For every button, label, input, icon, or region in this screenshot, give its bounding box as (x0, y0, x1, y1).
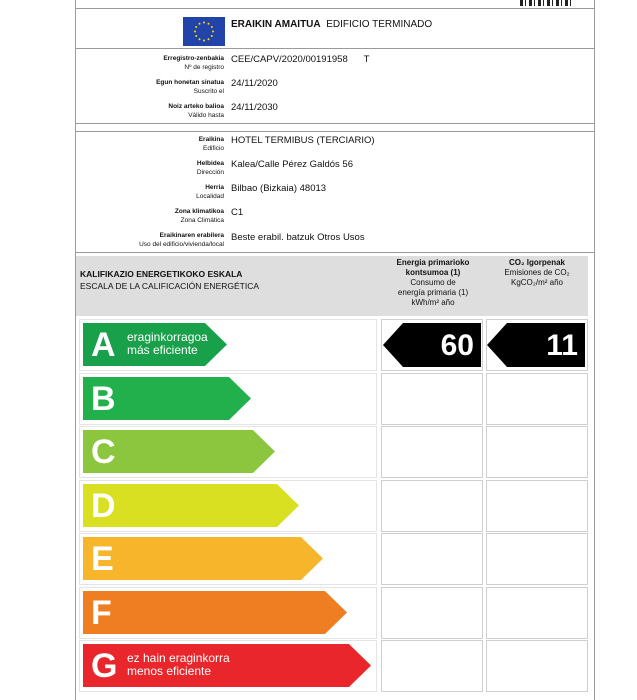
divider (75, 48, 595, 49)
field-label: Eraikinaren erabilera Uso del edificio/vivienda/local (139, 232, 224, 248)
energy-cell (381, 587, 483, 639)
co2-value-badge: 11 (487, 323, 588, 367)
rating-caption: ez hain eraginkorra menos eficiente (127, 651, 230, 678)
energy-cell (381, 480, 483, 532)
document-title: ERAIKIN AMAITUA EDIFICIO TERMINADO (231, 19, 433, 30)
rating-arrow-f (83, 591, 349, 634)
field-label: Egun honetan sinatua Suscrito el (156, 79, 224, 95)
divider (75, 131, 595, 132)
energy-cell (381, 373, 483, 425)
co2-cell (486, 373, 588, 425)
frame-right-line (594, 0, 595, 700)
rating-arrow-b (83, 377, 253, 420)
rating-letter: G (91, 647, 118, 685)
rating-letter: E (91, 540, 114, 578)
energy-cell (381, 640, 483, 692)
divider (75, 252, 595, 253)
co2-cell (486, 587, 588, 639)
scale-title-es: ESCALA DE LA CALIFICACIÓN ENERGÉTICA (80, 281, 260, 291)
energy-cell (381, 426, 483, 478)
rating-letter: F (91, 594, 112, 632)
frame-left-line (75, 0, 76, 700)
building-name: HOTEL TERMIBUS (TERCIARIO) (231, 135, 375, 146)
rating-arrow-c (83, 430, 277, 473)
valid-until-date: 24/11/2030 (231, 102, 278, 113)
field-label: Eraikina Edificio (198, 136, 224, 152)
building-address: Kalea/Calle Pérez Galdós 56 (231, 159, 353, 170)
co2-column-header: CO₂ Igorpenak Emisiones de CO₂ KgCO₂/m² año (504, 258, 570, 287)
rating-letter: B (91, 380, 116, 418)
signed-date: 24/11/2020 (231, 78, 278, 89)
divider (75, 8, 595, 9)
scale-title-eu: KALIFIKAZIO ENERGETIKOKO ESKALA (80, 269, 243, 279)
rating-caption: eraginkorragoa más eficiente (127, 330, 208, 357)
rating-letter: D (91, 487, 116, 525)
rating-letter: A (91, 326, 116, 364)
rating-arrow-e (83, 537, 325, 580)
building-locality: Bilbao (Bizkaia) 48013 (231, 183, 327, 194)
field-label: Noiz arteko balioa Válido hasta (168, 103, 224, 119)
rating-arrow-a (83, 323, 229, 366)
co2-cell (486, 640, 588, 692)
rating-arrow-d (83, 484, 301, 527)
barcode-icon (520, 0, 572, 6)
energy-value-badge: 60 (383, 323, 484, 367)
energy-cell (381, 533, 483, 585)
climate-zone: C1 (231, 207, 244, 218)
eu-flag-icon (183, 17, 225, 46)
energy-column-header: Energia primarioko kontsumoa (1) Consumo de energía primaria (1) kWh/m² año (396, 258, 470, 307)
co2-cell (486, 426, 588, 478)
rating-letter: C (91, 433, 116, 471)
field-label: Helbidea Dirección (196, 160, 224, 176)
divider (75, 123, 595, 124)
field-label: Zona klimatikoa Zona Climática (174, 208, 224, 224)
rating-arrow-g (83, 644, 373, 687)
registration-number: CEE/CAPV/2020/00191958 T (231, 54, 370, 65)
field-label: Herria Localidad (196, 184, 224, 200)
field-label: Erregistro-zenbakia Nº de registro (163, 55, 224, 71)
co2-cell (486, 480, 588, 532)
building-use: Beste erabil. batzuk Otros Usos (231, 232, 365, 243)
co2-cell (486, 533, 588, 585)
